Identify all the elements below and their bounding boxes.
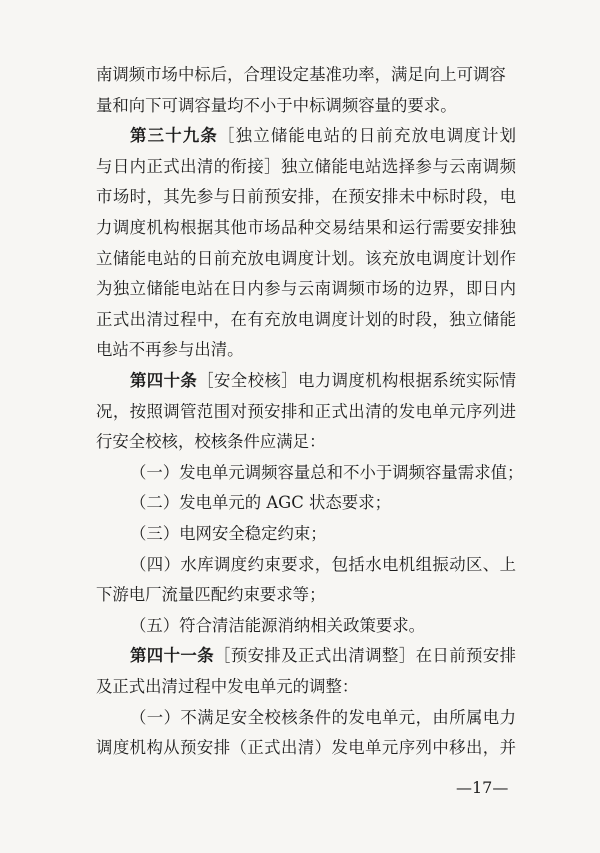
list-item: （二）发电单元的 AGC 状态要求； (130, 493, 391, 512)
text-line: 为独立储能电站在日内参与云南调频市场的边界，即日内 (96, 279, 516, 298)
article-number: 第四十条 (130, 371, 198, 390)
list-item: （五）符合清洁能源消纳相关政策要求。 (130, 616, 426, 635)
article-41-heading: 第四十一条［预安排及正式出清调整］在日前预安排 (130, 646, 517, 665)
list-item: （三）电网安全稳定约束； (130, 524, 327, 543)
article-40-heading: 第四十条［安全校核］电力调度机构根据系统实际情 (130, 371, 517, 390)
text-line: 力调度机构根据其他市场品种交易结果和运行需要安排独 (96, 218, 516, 237)
text-line: 立储能电站的日前充放电调度计划。该充放电调度计划作 (96, 249, 516, 268)
text-line: 及正式出清过程中发电单元的调整： (96, 677, 359, 696)
text-line: 电站不再参与出清。 (96, 340, 244, 359)
page-number: —17— (456, 778, 509, 797)
text-line: 正式出清过程中，在有充放电调度计划的时段，独立储能 (96, 310, 516, 329)
list-item: （四）水库调度约束要求，包括水电机组振动区、上 (130, 555, 516, 574)
text-line: 调度机构从预安排（正式出清）发电单元序列中移出，并 (96, 738, 516, 757)
text-line: 量和向下可调容量均不小于中标调频容量的要求。 (96, 96, 457, 115)
text-line: 与日内正式出清的衔接］独立储能电站选择参与云南调频 (96, 157, 516, 176)
text-line: 南调频市场中标后，合理设定基准功率，满足向上可调容 (96, 65, 506, 84)
list-item: （一）发电单元调频容量总和不小于调频容量需求值； (130, 463, 524, 482)
text-line: 行安全校核，校核条件应满足： (96, 432, 326, 451)
text-line: 市场时，其先参与日前预安排，在预安排未中标时段，电 (96, 187, 516, 206)
text-line: 下游电厂流量匹配约束要求等； (96, 585, 326, 604)
article-number: 第四十一条 (130, 646, 215, 665)
text-line: 况，按照调管范围对预安排和正式出清的发电单元序列进 (96, 402, 516, 421)
list-item: （一）不满足安全校核条件的发电单元，由所属电力 (130, 708, 516, 727)
article-number: 第三十九条 (130, 126, 219, 145)
article-39-heading: 第三十九条［独立储能电站的日前充放电调度计划 (130, 126, 517, 145)
